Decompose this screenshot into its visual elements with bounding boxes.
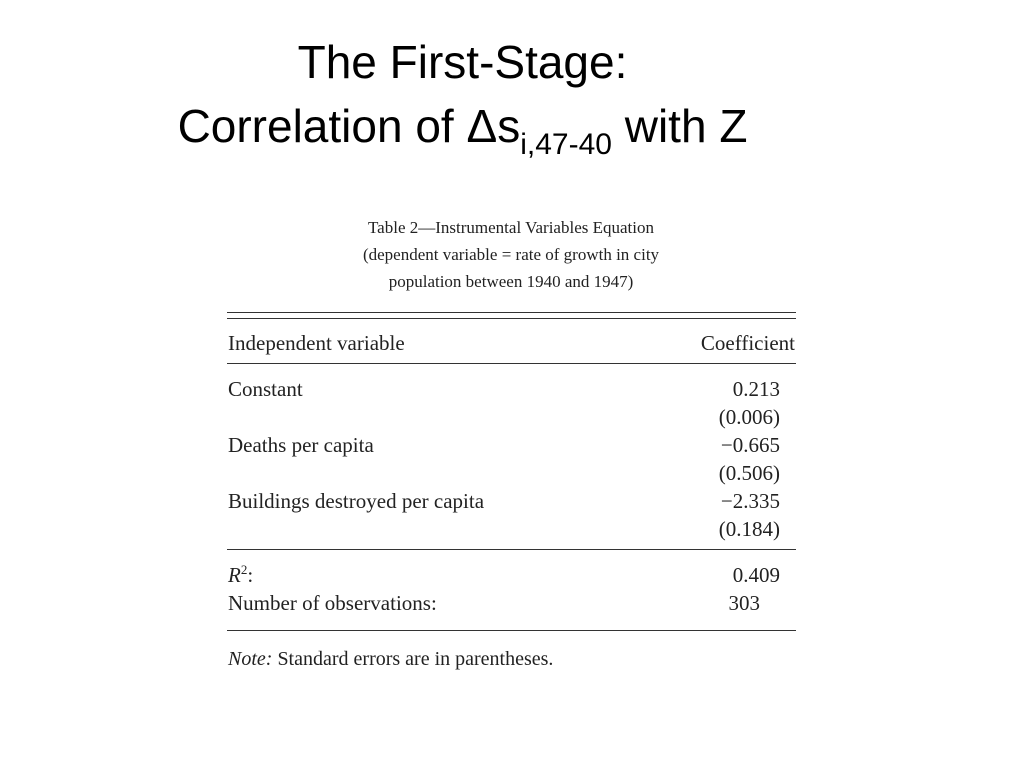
r-squared-symbol: R	[228, 563, 241, 587]
note-text: Standard errors are in parentheses.	[272, 648, 554, 670]
table-top-rule-1	[227, 312, 796, 313]
row-se-constant: (0.006)	[718, 405, 780, 429]
row-coef-constant: 0.213	[732, 377, 780, 401]
row-se-buildings: (0.184)	[718, 517, 780, 541]
note-label: Note:	[228, 648, 273, 670]
table-caption	[226, 214, 796, 295]
row-label-deaths: Deaths per capita	[228, 433, 374, 457]
slide-title	[0, 30, 925, 161]
title-suffix: with Z	[611, 100, 748, 152]
r-squared-exponent: 2	[240, 562, 248, 577]
header-independent-variable: Independent variable	[228, 331, 405, 355]
r-squared-label	[228, 563, 253, 588]
title-line-2	[0, 94, 925, 161]
row-coef-deaths: −0.665	[720, 433, 780, 457]
row-se-deaths: (0.506)	[718, 461, 780, 485]
row-coef-buildings: −2.335	[720, 489, 780, 513]
title-subscript: i,47-40	[520, 128, 612, 161]
title-prefix: Correlation of Δs	[177, 100, 521, 152]
header-rule	[227, 363, 796, 364]
caption-line-2: (dependent variable = rate of growth in city	[362, 245, 660, 264]
table-note	[228, 648, 553, 671]
caption-line-3: population between 1940 and 1947)	[388, 272, 634, 291]
table-top-rule-2	[227, 318, 796, 319]
observations-value: 303	[728, 591, 760, 615]
r-squared-colon: :	[247, 563, 254, 587]
row-label-constant: Constant	[228, 377, 303, 401]
title-line-1: The First-Stage:	[297, 36, 628, 88]
stats-rule	[227, 549, 796, 550]
header-coefficient: Coefficient	[700, 331, 795, 355]
row-label-buildings: Buildings destroyed per capita	[228, 489, 485, 513]
table-bottom-rule	[227, 630, 796, 631]
caption-line-1: Table 2—Instrumental Variables Equation	[367, 218, 654, 237]
r-squared-value: 0.409	[732, 563, 780, 587]
observations-label: Number of observations:	[228, 591, 437, 615]
